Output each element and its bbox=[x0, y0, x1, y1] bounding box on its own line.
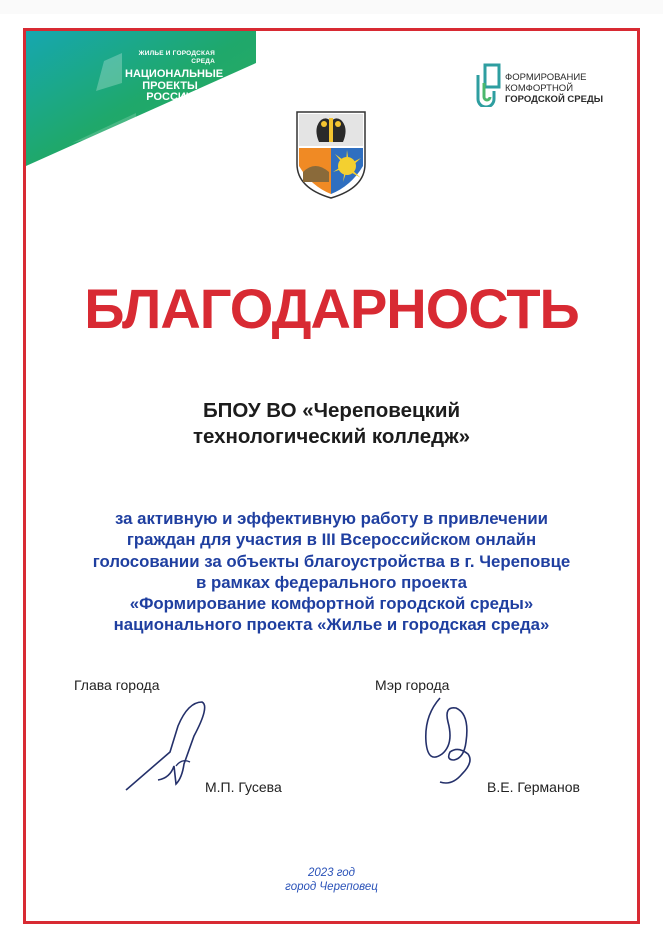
right-signatory-name: В.Е. Германов bbox=[487, 779, 580, 795]
right-signature-icon bbox=[410, 694, 490, 790]
top-edge bbox=[0, 0, 663, 14]
comfort-logo-line3: ГОРОДСКОЙ СРЕДЫ bbox=[505, 94, 604, 105]
recipient-line1: БПОУ ВО «Череповецкий bbox=[202, 399, 461, 422]
left-signatory-name: М.П. Гусева bbox=[205, 779, 282, 795]
footer-city: город Череповец bbox=[285, 881, 378, 893]
reason-text bbox=[40, 508, 623, 636]
reason-line: в рамках федерального проекта bbox=[195, 572, 468, 592]
coat-of-arms-icon bbox=[291, 108, 371, 200]
comfort-logo-line1: ФОРМИРОВАНИЕ bbox=[505, 72, 587, 83]
reason-line: голосовании за объекты благоустройства в г. Череповце bbox=[92, 551, 571, 571]
certificate-title: БЛАГОДАРНОСТЬ bbox=[84, 277, 579, 340]
reason-line: граждан для участия в III Всероссийском онлайн bbox=[126, 530, 537, 550]
recipient-line2: технологический колледж» bbox=[192, 425, 471, 448]
recipient-name bbox=[26, 398, 637, 450]
reason-line: «Формирование комфортной городской среды» bbox=[129, 594, 534, 614]
reason-line: национального проекта «Жилье и городская среда» bbox=[113, 615, 550, 635]
national-projects-title: НАЦИОНАЛЬНЫЕ ПРОЕКТЫ РОССИИ bbox=[125, 68, 224, 103]
national-projects-logo bbox=[70, 50, 224, 104]
comfort-logo-line2: КОМФОРТНОЙ bbox=[505, 83, 574, 94]
right-signatory-title: Мэр города bbox=[375, 677, 450, 693]
left-signatory-title: Глава города bbox=[74, 677, 160, 693]
reason-line: за активную и эффективную работу в привлечении bbox=[115, 509, 548, 528]
comfort-environment-logo-icon bbox=[472, 63, 506, 107]
footer-year: 2023 год bbox=[307, 867, 356, 879]
footer bbox=[26, 866, 637, 894]
national-projects-subtitle: ЖИЛЬЕ И ГОРОДСКАЯ СРЕДА bbox=[138, 50, 215, 65]
comfort-environment-logo-text bbox=[505, 72, 603, 105]
left-signature-icon bbox=[118, 696, 218, 796]
